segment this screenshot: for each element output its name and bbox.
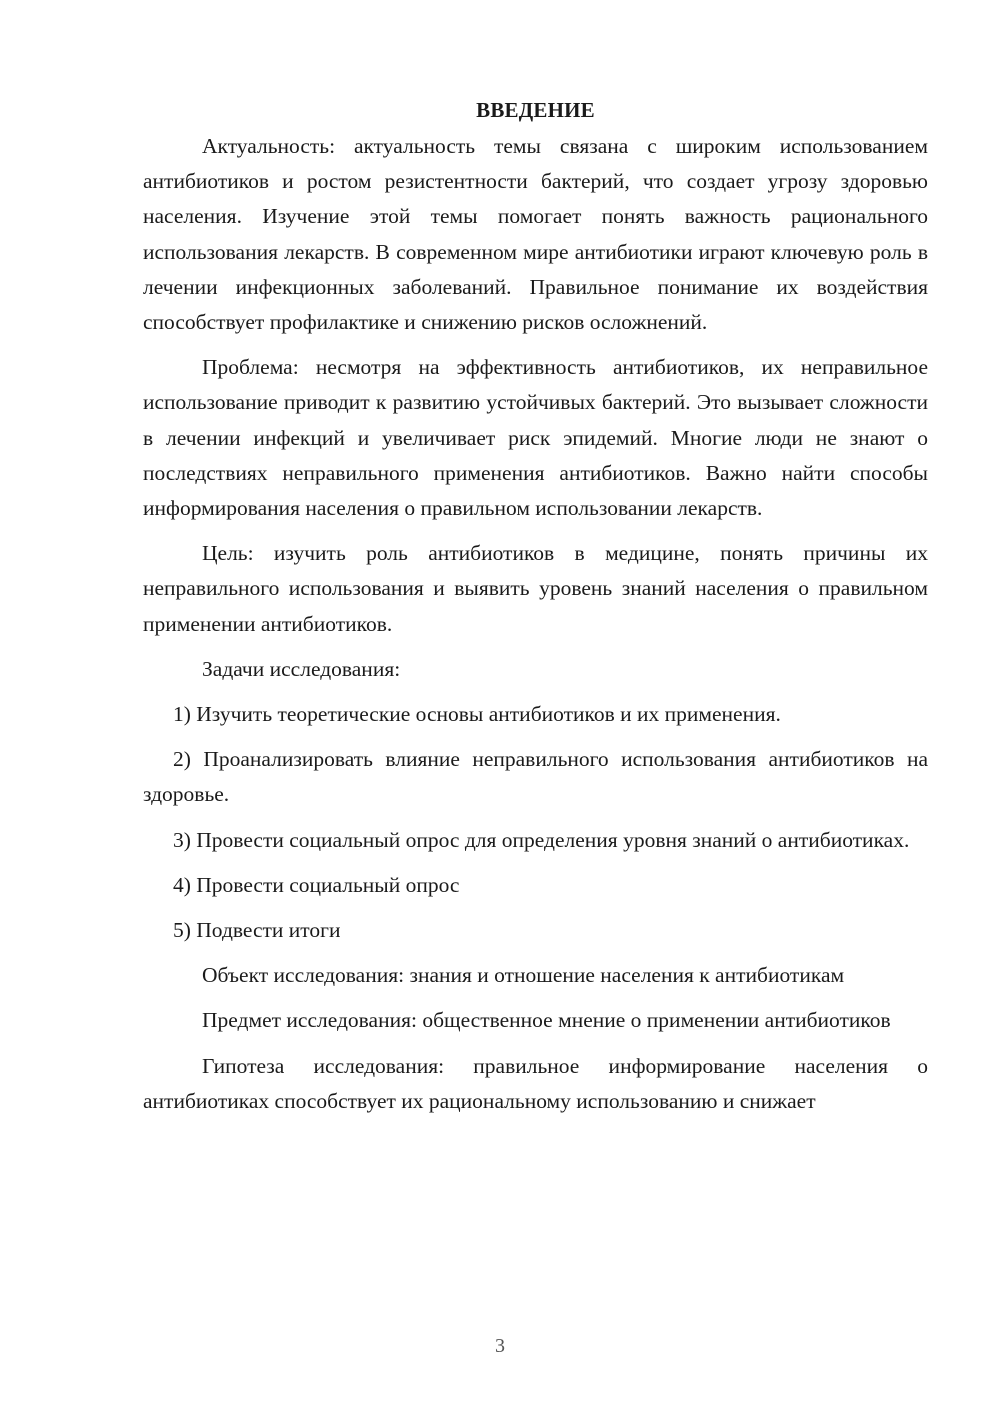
paragraph-tasks-heading: Задачи исследования: xyxy=(202,656,401,681)
task-item-5: 5) Подвести итоги xyxy=(173,918,341,943)
task-item-3: 3) Провести социальный опрос для определения уровня знаний о антибиотиках. xyxy=(173,827,910,852)
paragraph-problem: Проблема: несмотря на эффективность антибиотиков, их неправильное использование приводит к развитию устойчивых бактерий. Это вызывает сложности в лечении инфекций и увеличивает риск эпидемий. Многие люди не знают о последствиях неправильного применения антибиотиков. Важно найти способы информирования населения о правильном использовании лекарств. xyxy=(143,355,928,521)
paragraph-relevance: Актуальность: актуальность темы связана с широким использованием антибиотиков и ростом резистентности бактерий, что создает угрозу здоровью населения. Изучение этой темы помогает понять важность рационального использования лекарств. В современном мире антибиотики играют ключевую роль в лечении инфекционных заболеваний. Правильное понимание их воздействия способствует профилактике и снижению рисков осложнений. xyxy=(143,134,928,335)
paragraph-goal: Цель: изучить роль антибиотиков в медицине, понять причины их неправильного использования и выявить уровень знаний населения о правильном применении антибиотиков. xyxy=(143,541,928,636)
task-item-2: 2) Проанализировать влияние неправильного использования антибиотиков на здоровье. xyxy=(143,747,928,807)
paragraph-subject: Предмет исследования: общественное мнение о применении антибиотиков xyxy=(202,1008,891,1033)
task-item-4: 4) Провести социальный опрос xyxy=(173,872,460,897)
page-title: ВВЕДЕНИЕ xyxy=(476,98,595,122)
page-content xyxy=(143,95,928,1129)
page-number: 3 xyxy=(495,1335,505,1357)
paragraph-hypothesis: Гипотеза исследования: правильное информирование населения о антибиотиках способствует их рациональному использованию и снижает xyxy=(143,1053,928,1113)
paragraph-object: Объект исследования: знания и отношение населения к антибиотикам xyxy=(202,963,845,988)
task-item-1: 1) Изучить теоретические основы антибиотиков и их применения. xyxy=(173,702,781,727)
